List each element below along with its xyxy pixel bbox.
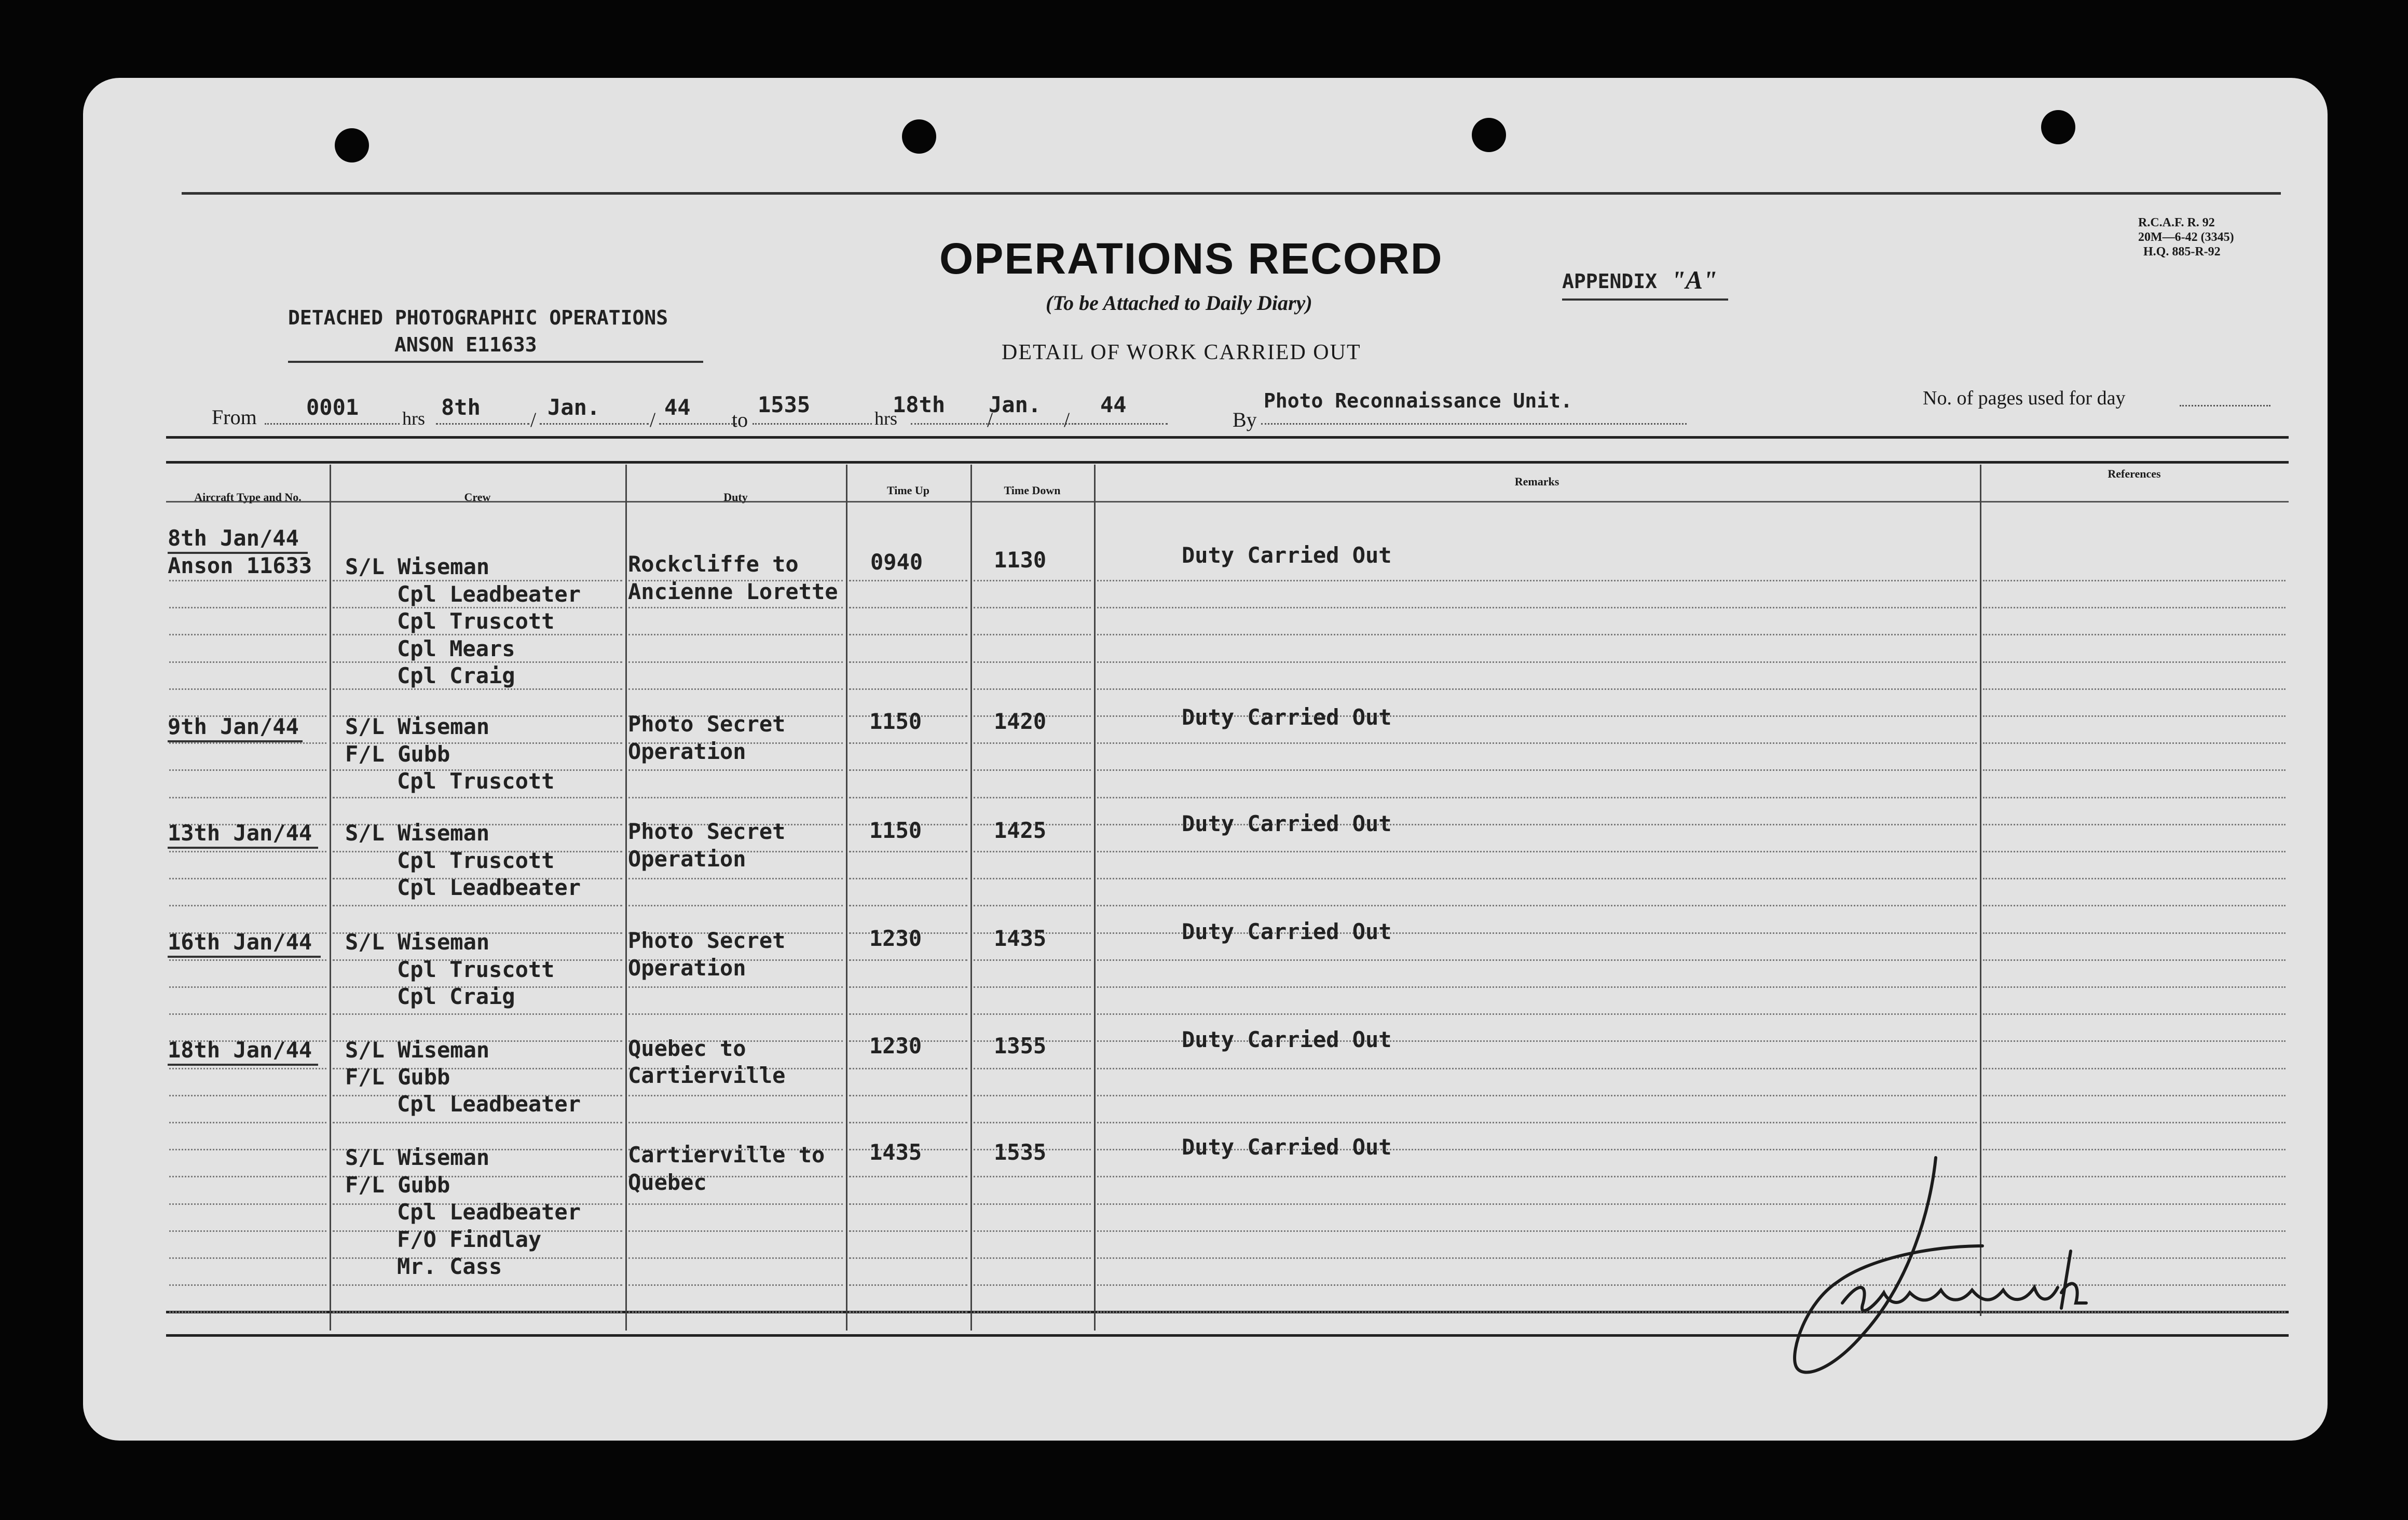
ruled-line (169, 1095, 326, 1096)
duty-text: Photo Secret (628, 928, 786, 953)
ruled-line (169, 1311, 326, 1313)
ruled-line (1983, 797, 2286, 798)
duty-text: Operation (628, 739, 746, 764)
ruled-line (974, 1230, 1091, 1232)
to-year: 44 (1100, 392, 1127, 417)
ruled-line (849, 1013, 967, 1015)
crew-member: S/L Wiseman (345, 1145, 490, 1170)
ruled-line (849, 851, 967, 852)
ruled-line (1983, 932, 2286, 934)
ruled-line (169, 742, 326, 744)
ruled-line (1983, 688, 2286, 690)
signature (1713, 1147, 2180, 1396)
ruled-line (628, 661, 843, 663)
ruled-line (849, 634, 967, 635)
ruled-line (1983, 1040, 2286, 1042)
ruled-line (974, 742, 1091, 744)
aircraft-number: Anson 11633 (168, 553, 312, 578)
punch-hole (2041, 110, 2075, 144)
ruled-line (628, 878, 843, 879)
column-header-references: References (2108, 467, 2161, 480)
ruled-line (974, 607, 1091, 608)
pages-label: No. of pages used for day (1923, 387, 2126, 409)
ruled-line (974, 1095, 1091, 1096)
duty-text: Operation (628, 955, 746, 981)
ruled-line (1983, 1068, 2286, 1069)
ruled-line (628, 1095, 843, 1096)
ruled-line (333, 1122, 622, 1123)
ruled-line (1097, 905, 1977, 906)
from-year-field (659, 423, 737, 425)
crew-member: S/L Wiseman (345, 929, 490, 955)
duty-text: Cartierville to (628, 1142, 825, 1168)
ruled-line (169, 1149, 326, 1150)
ruled-line (974, 905, 1091, 906)
appendix-label: APPENDIX (1562, 270, 1658, 293)
from-day-field (436, 423, 529, 425)
ruled-line (1097, 1013, 1977, 1015)
column-header-time-up: Time Up (886, 484, 930, 497)
column-divider (970, 465, 972, 1331)
ruled-line (849, 1311, 967, 1313)
crew-member: Cpl Craig (397, 663, 515, 688)
to-time-field (752, 423, 872, 425)
date-underline (168, 1064, 318, 1066)
ruled-line (1983, 661, 2286, 663)
form-code: H.Q. 885-R-92 (2143, 245, 2221, 259)
hrs-label: hrs (402, 408, 425, 429)
ruled-line (849, 1257, 967, 1259)
ruled-line (1097, 1068, 1977, 1069)
top-rule (182, 192, 2281, 195)
ruled-line (849, 1230, 967, 1232)
crew-member: S/L Wiseman (345, 554, 490, 579)
column-divider (846, 465, 847, 1331)
column-header-aircraft: Aircraft Type and No. (194, 491, 302, 504)
table-top-rule (166, 436, 2289, 439)
to-day: 18th (893, 392, 946, 417)
ruled-line (1983, 1095, 2286, 1096)
time-up: 1150 (869, 709, 922, 734)
entry-date: 18th Jan/44 (168, 1037, 312, 1063)
ruled-line (1983, 878, 2286, 879)
duty-text: Photo Secret (628, 819, 786, 844)
record-card (83, 78, 2328, 1441)
from-month-field (540, 423, 649, 425)
ruled-line (169, 1176, 326, 1177)
slash: / (650, 408, 656, 431)
by-label: By (1233, 408, 1257, 431)
ruled-line (1097, 688, 1977, 690)
ruled-line (169, 878, 326, 879)
page-subtitle: (To be Attached to Daily Diary) (1046, 291, 1312, 315)
entry-date: 9th Jan/44 (168, 714, 299, 739)
appendix-value: "A" (1671, 265, 1717, 294)
ruled-line (849, 661, 967, 663)
ruled-line (628, 688, 843, 690)
crew-member: Cpl Truscott (397, 848, 555, 873)
time-up: 1230 (869, 1033, 922, 1058)
ruled-line (1983, 851, 2286, 852)
ruled-line (169, 580, 326, 581)
duty-text: Rockcliffe to (628, 551, 799, 577)
ruled-line (974, 1257, 1091, 1259)
ruled-line (974, 580, 1091, 581)
date-underline (168, 956, 321, 958)
ruled-line (628, 1257, 843, 1259)
crew-member: Cpl Leadbeater (397, 581, 581, 607)
punch-hole (902, 119, 936, 154)
ruled-line (169, 1230, 326, 1232)
form-code: 20M—6-42 (3345) (2138, 230, 2234, 244)
crew-member: S/L Wiseman (345, 714, 490, 739)
ruled-line (849, 1284, 967, 1286)
ruled-line (974, 1068, 1091, 1069)
ruled-line (628, 1230, 843, 1232)
ruled-line (169, 634, 326, 635)
from-year: 44 (664, 395, 691, 420)
ruled-line (628, 1203, 843, 1205)
ruled-line (974, 661, 1091, 663)
to-month: Jan. (989, 392, 1042, 417)
ruled-line (849, 878, 967, 879)
ruled-line (849, 769, 967, 771)
from-time: 0001 (306, 395, 359, 420)
ruled-line (169, 986, 326, 988)
ruled-line (333, 905, 622, 906)
crew-member: S/L Wiseman (345, 820, 490, 846)
aircraft-id: ANSON E11633 (394, 333, 537, 356)
ruled-line (628, 769, 843, 771)
ruled-line (169, 661, 326, 663)
entry-date: 13th Jan/44 (168, 820, 312, 846)
ruled-line (1097, 742, 1977, 744)
ruled-line (1983, 742, 2286, 744)
ruled-line (628, 905, 843, 906)
crew-member: Cpl Leadbeater (397, 1199, 581, 1225)
duty-text: Quebec to (628, 1036, 746, 1061)
ruled-line (974, 1176, 1091, 1177)
ruled-line (849, 905, 967, 906)
ruled-line (974, 1013, 1091, 1015)
ruled-line (1983, 824, 2286, 825)
page-title: OPERATIONS RECORD (939, 234, 1443, 283)
ruled-line (1983, 905, 2286, 906)
form-code: R.C.A.F. R. 92 (2138, 216, 2215, 229)
ruled-line (628, 607, 843, 608)
column-divider (330, 465, 331, 1331)
ruled-line (628, 797, 843, 798)
ruled-line (333, 1284, 622, 1286)
duty-text: Ancienne Lorette (628, 579, 838, 604)
ruled-line (169, 607, 326, 608)
ruled-line (974, 878, 1091, 879)
ruled-line (169, 851, 326, 852)
date-underline (168, 740, 303, 742)
from-month: Jan. (548, 395, 600, 420)
ruled-line (974, 688, 1091, 690)
ruled-line (849, 742, 967, 744)
crew-member: F/O Findlay (397, 1227, 542, 1252)
slash: / (530, 408, 537, 431)
ruled-line (169, 1122, 326, 1123)
ruled-line (1097, 851, 1977, 852)
crew-member: Cpl Truscott (397, 768, 555, 794)
ruled-line (849, 1176, 967, 1177)
to-label: to (732, 408, 748, 431)
crew-member: Cpl Truscott (397, 957, 555, 982)
ruled-line (169, 1203, 326, 1205)
ruled-line (1097, 661, 1977, 663)
hrs-label: hrs (874, 408, 897, 429)
time-up: 0940 (870, 549, 923, 575)
date-underline (168, 847, 318, 849)
to-time: 1535 (758, 392, 811, 417)
ruled-line (849, 959, 967, 961)
ruled-line (169, 688, 326, 690)
ruled-line (1983, 607, 2286, 608)
ruled-line (974, 986, 1091, 988)
entry-date: 16th Jan/44 (168, 929, 312, 955)
ruled-line (1097, 797, 1977, 798)
slash: / (1064, 408, 1070, 431)
ruled-line (628, 1311, 843, 1313)
ruled-line (628, 1284, 843, 1286)
to-year-field (1074, 423, 1168, 425)
ruled-line (974, 959, 1091, 961)
ruled-line (1097, 769, 1977, 771)
ruled-line (628, 1013, 843, 1015)
ruled-line (849, 1095, 967, 1096)
ruled-line (1097, 634, 1977, 635)
remarks-text: Duty Carried Out (1182, 1134, 1392, 1160)
ruled-line (169, 959, 326, 961)
ruled-line (333, 634, 622, 635)
ruled-line (974, 1311, 1091, 1313)
unit-name: DETACHED PHOTOGRAPHIC OPERATIONS (288, 306, 668, 329)
ruled-line (1983, 1122, 2286, 1123)
punch-hole (335, 128, 369, 162)
ruled-line (849, 1122, 967, 1123)
from-day: 8th (441, 395, 481, 420)
ruled-line (1983, 986, 2286, 988)
ruled-line (849, 688, 967, 690)
column-header-crew: Crew (464, 491, 491, 504)
remarks-text: Duty Carried Out (1182, 1027, 1392, 1052)
appendix-underline (1562, 298, 1728, 301)
ruled-line (1983, 1013, 2286, 1015)
ruled-line (1097, 986, 1977, 988)
ruled-line (974, 769, 1091, 771)
pages-field (2180, 405, 2270, 406)
time-down: 1355 (994, 1033, 1047, 1058)
ruled-line (169, 1068, 326, 1069)
punch-hole (1472, 118, 1506, 152)
ruled-line (1983, 715, 2286, 717)
by-value: Photo Reconnaissance Unit. (1264, 389, 1572, 412)
column-header-duty: Duty (723, 491, 748, 504)
duty-text: Quebec (628, 1170, 707, 1195)
column-divider (1094, 465, 1096, 1331)
column-divider (625, 465, 627, 1331)
ruled-line (1097, 878, 1977, 879)
crew-member: Cpl Truscott (397, 608, 555, 634)
ruled-line (974, 1284, 1091, 1286)
crew-member: S/L Wiseman (345, 1037, 490, 1063)
remarks-text: Duty Carried Out (1182, 919, 1392, 944)
remarks-text: Duty Carried Out (1182, 704, 1392, 730)
time-down: 1435 (994, 926, 1047, 951)
ruled-line (169, 1257, 326, 1259)
time-up: 1150 (869, 818, 922, 843)
ruled-line (333, 1013, 622, 1015)
ruled-line (1983, 580, 2286, 581)
time-down: 1420 (994, 709, 1047, 734)
ruled-line (974, 1203, 1091, 1205)
duty-text: Operation (628, 846, 746, 872)
time-down: 1425 (994, 818, 1047, 843)
crew-member: Cpl Mears (397, 636, 515, 661)
crew-member: Cpl Craig (397, 984, 515, 1009)
from-time-field (265, 423, 400, 425)
ruled-line (169, 769, 326, 771)
ruled-line (1983, 769, 2286, 771)
ruled-line (974, 1122, 1091, 1123)
ruled-line (1097, 580, 1977, 581)
table-top-rule (166, 461, 2289, 464)
ruled-line (628, 1122, 843, 1123)
ruled-line (169, 797, 326, 798)
duty-text: Cartierville (628, 1063, 786, 1088)
unit-underline (288, 361, 703, 363)
column-header-remarks: Remarks (1514, 475, 1559, 488)
crew-member: F/L Gubb (345, 741, 450, 767)
ruled-line (169, 905, 326, 906)
by-field (1261, 423, 1687, 425)
ruled-line (1097, 1122, 1977, 1123)
to-day-field (911, 423, 994, 425)
ruled-line (1983, 959, 2286, 961)
slash: / (987, 408, 993, 431)
ruled-line (333, 797, 622, 798)
from-label: From (212, 405, 257, 429)
remarks-text: Duty Carried Out (1182, 542, 1392, 568)
time-up: 1435 (869, 1139, 922, 1165)
ruled-line (333, 1311, 622, 1313)
ruled-line (849, 1203, 967, 1205)
ruled-line (628, 986, 843, 988)
ruled-line (849, 607, 967, 608)
duty-text: Photo Secret (628, 711, 786, 737)
crew-member: Mr. Cass (397, 1254, 502, 1279)
ruled-line (849, 986, 967, 988)
ruled-line (1097, 607, 1977, 608)
time-down: 1130 (994, 547, 1047, 573)
ruled-line (974, 851, 1091, 852)
time-up: 1230 (869, 926, 922, 951)
ruled-line (974, 634, 1091, 635)
ruled-line (849, 1068, 967, 1069)
ruled-line (333, 688, 622, 690)
crew-member: Cpl Leadbeater (397, 1091, 581, 1117)
ruled-line (169, 1284, 326, 1286)
column-header-time-down: Time Down (1004, 484, 1061, 497)
ruled-line (169, 1013, 326, 1015)
ruled-line (1983, 634, 2286, 635)
crew-member: F/L Gubb (345, 1064, 450, 1090)
remarks-text: Duty Carried Out (1182, 811, 1392, 836)
ruled-line (628, 634, 843, 635)
ruled-line (1097, 1095, 1977, 1096)
entry-date: 8th Jan/44 (168, 525, 299, 551)
time-down: 1535 (994, 1139, 1047, 1165)
detail-heading: DETAIL OF WORK CARRIED OUT (1002, 341, 1361, 364)
ruled-line (849, 797, 967, 798)
crew-member: Cpl Leadbeater (397, 875, 581, 900)
crew-member: F/L Gubb (345, 1172, 450, 1198)
ruled-line (849, 580, 967, 581)
ruled-line (974, 797, 1091, 798)
ruled-line (1097, 959, 1977, 961)
